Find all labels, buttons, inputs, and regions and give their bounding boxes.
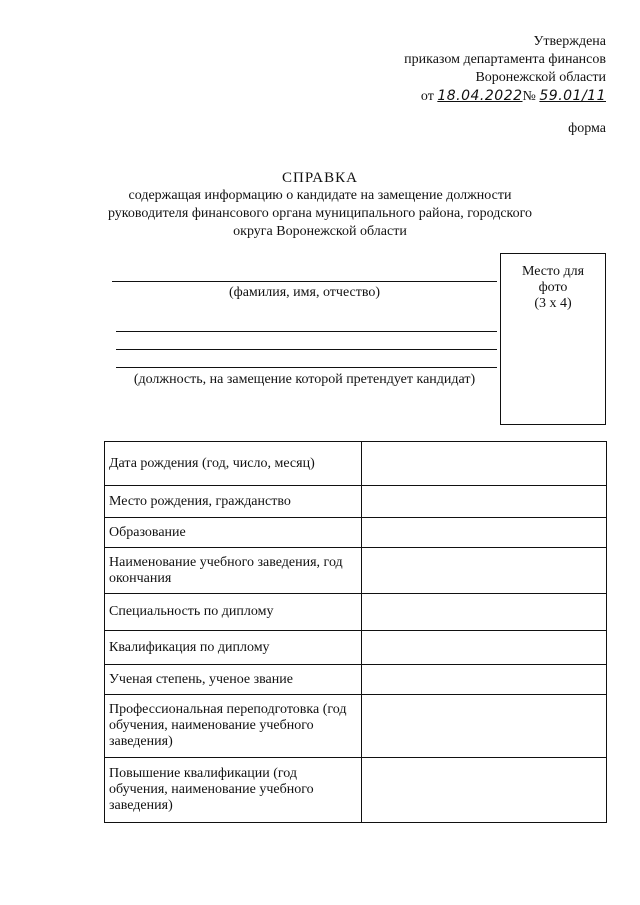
table-row [105, 486, 607, 518]
position-caption: (должность, на замещение которой претендует кандидат) [133, 372, 476, 387]
row-value[interactable] [361, 695, 606, 758]
position-input-line-3[interactable] [116, 367, 497, 368]
document-heading [0, 169, 640, 241]
approval-line-2: приказом департамента финансов [404, 52, 606, 67]
approval-line-1: Утверждена [533, 34, 606, 49]
row-label: Ученая степень, ученое звание [105, 665, 362, 695]
approval-line-3: Воронежской области [475, 70, 606, 85]
name-caption: (фамилия, имя, отчество) [228, 285, 381, 300]
approval-number: 59.01/11 [539, 88, 606, 104]
table-row [105, 758, 607, 823]
number-prefix: № [522, 89, 536, 104]
row-label: Специальность по диплому [105, 594, 362, 631]
position-input-line-1[interactable] [116, 331, 497, 332]
photo-line-1: Место для [521, 264, 585, 279]
subtitle-line-1: содержащая информацию о кандидате на замещение должности [128, 188, 512, 203]
row-value[interactable] [361, 486, 606, 518]
candidate-info-table [104, 441, 607, 823]
approval-block [404, 33, 606, 106]
position-input-line-2[interactable] [116, 349, 497, 350]
row-label: Образование [105, 518, 362, 548]
table-row [105, 665, 607, 695]
row-label: Наименование учебного заведения, год окончания [105, 548, 362, 594]
name-input-line[interactable] [112, 281, 497, 282]
row-value[interactable] [361, 518, 606, 548]
subtitle-line-2: руководителя финансового органа муниципального района, городского [107, 206, 533, 221]
row-value[interactable] [361, 594, 606, 631]
table-row [105, 442, 607, 486]
table-row [105, 548, 607, 594]
row-value[interactable] [361, 665, 606, 695]
row-label: Профессиональная переподготовка (год обучения, наименование учебного заведения) [105, 695, 362, 758]
table-row [105, 631, 607, 665]
table-row [105, 594, 607, 631]
photo-line-3: (3 х 4) [534, 296, 572, 311]
photo-line-2: фото [538, 280, 568, 295]
approval-date-line [404, 87, 606, 106]
table-row [105, 695, 607, 758]
row-label: Дата рождения (год, число, месяц) [105, 442, 362, 486]
row-label: Место рождения, гражданство [105, 486, 362, 518]
row-label: Квалификация по диплому [105, 631, 362, 665]
table-row [105, 518, 607, 548]
row-value[interactable] [361, 631, 606, 665]
document-title: СПРАВКА [282, 170, 358, 186]
photo-placeholder [500, 253, 606, 425]
row-value[interactable] [361, 442, 606, 486]
row-value[interactable] [361, 548, 606, 594]
subtitle-line-3: округа Воронежской области [233, 224, 407, 239]
approval-date: 18.04.2022 [437, 88, 523, 104]
row-value[interactable] [361, 758, 606, 823]
date-prefix: от [420, 89, 434, 104]
row-label: Повышение квалификации (год обучения, наименование учебного заведения) [105, 758, 362, 823]
form-label: форма [568, 121, 606, 136]
